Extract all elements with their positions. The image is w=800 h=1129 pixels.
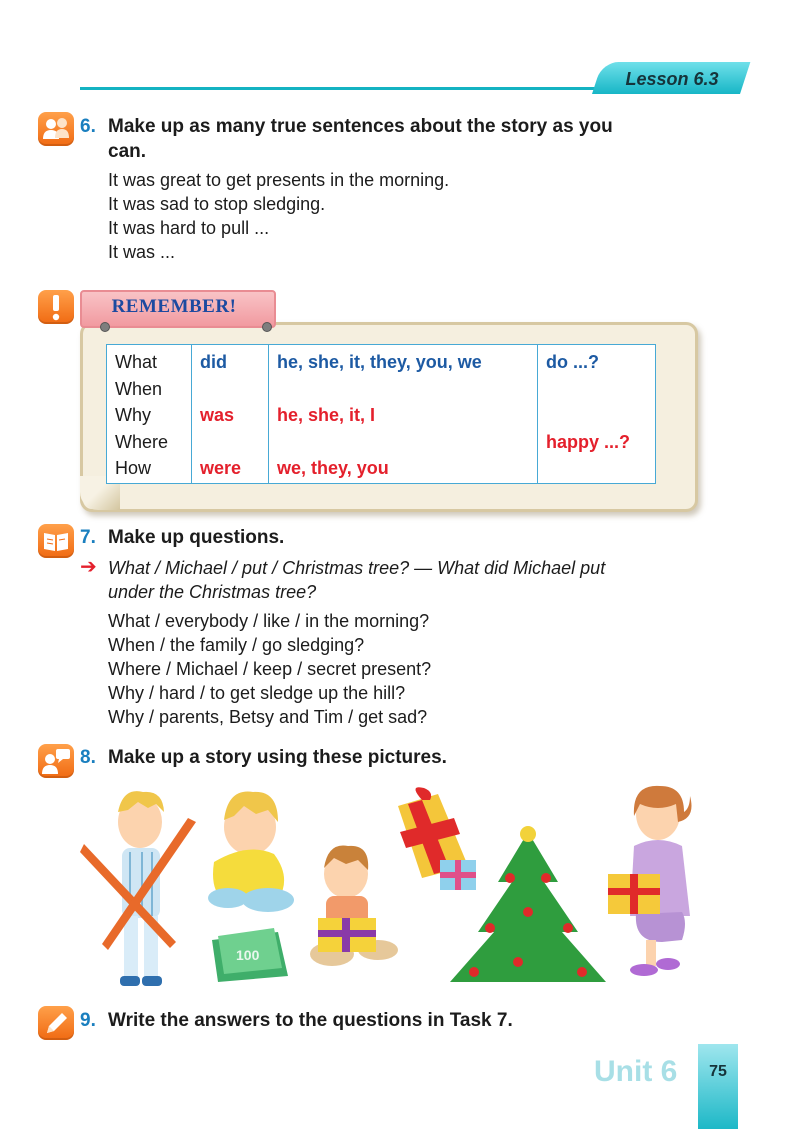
pencil-icon (38, 1006, 74, 1040)
task7-line: Why / parents, Betsy and Tim / get sad? (108, 707, 428, 727)
unit-label: Unit 6 (594, 1055, 678, 1088)
task6-line: It was ... (108, 242, 176, 262)
pronouns-were: we, they, you (277, 458, 389, 478)
boy-opening-present-picture (310, 845, 398, 966)
sad-boy-picture (208, 792, 294, 912)
presents-picture (398, 787, 476, 890)
page-tab (698, 1044, 738, 1129)
pronouns-did: he, she, it, they, you, we (277, 352, 482, 372)
money-label: 100 (236, 947, 260, 963)
aux-were: were (200, 458, 242, 478)
wh-words (107, 345, 192, 484)
task7-number: 7. (80, 527, 96, 548)
task7-line: When / the family / go sledging? (108, 635, 365, 655)
task6-line: It was sad to stop sledging. (108, 194, 326, 214)
page-number: 75 (709, 1063, 727, 1080)
task6-title-line2: can. (108, 141, 147, 162)
task7-example-line1: What / Michael / put / Christmas tree? — What did Michael put (108, 558, 606, 578)
pair-work-icon (38, 112, 74, 146)
story-pictures (78, 782, 708, 992)
christmas-tree-picture (450, 826, 606, 982)
wh-word: What (115, 352, 158, 372)
task6-heading: 6. (80, 116, 96, 137)
task8-title: Make up a story using these pictures. (108, 747, 447, 768)
auxiliaries (192, 345, 269, 484)
task6-title-line1: Make up as many true sentences about the story as you (108, 116, 613, 137)
wh-word: How (115, 458, 152, 478)
book-icon (38, 524, 74, 558)
money-picture (212, 928, 288, 982)
pin-icon (100, 322, 110, 332)
grammar-table (106, 344, 656, 484)
speaking-icon (38, 744, 74, 778)
task7-line: What / everybody / like / in the morning? (108, 611, 430, 631)
complement-happy: happy ...? (546, 431, 631, 452)
wh-word: Where (115, 431, 169, 452)
pin-icon (262, 322, 272, 332)
pronouns (269, 345, 538, 484)
complements (538, 345, 656, 484)
remember-title: REMEMBER! (111, 296, 237, 317)
arrow-right-icon: ➔ (80, 556, 97, 578)
task7-example-line2: under the Christmas tree? (108, 582, 317, 602)
task7-title: Make up questions. (108, 527, 285, 548)
aux-was: was (200, 405, 235, 425)
complement-do: do ...? (546, 352, 599, 372)
exclamation-icon (38, 290, 74, 324)
boy-with-skis-picture (80, 791, 196, 986)
task6-line: It was hard to pull ... (108, 218, 270, 238)
task6-line: It was great to get presents in the morning. (108, 170, 450, 190)
aux-did: did (200, 352, 227, 372)
task9-number: 9. (80, 1010, 96, 1031)
wh-word: Why (115, 405, 151, 425)
task8-number: 8. (80, 747, 96, 768)
task7-line: Where / Michael / keep / secret present? (108, 659, 432, 679)
lesson-title: Lesson 6.3 (625, 69, 719, 89)
wh-word: When (115, 378, 163, 399)
pronouns-was: he, she, it, I (277, 405, 376, 425)
task7-line: Why / hard / to get sledge up the hill? (108, 683, 406, 703)
woman-with-present-picture (608, 786, 692, 976)
task9-title: Write the answers to the questions in Task 7. (108, 1010, 513, 1031)
